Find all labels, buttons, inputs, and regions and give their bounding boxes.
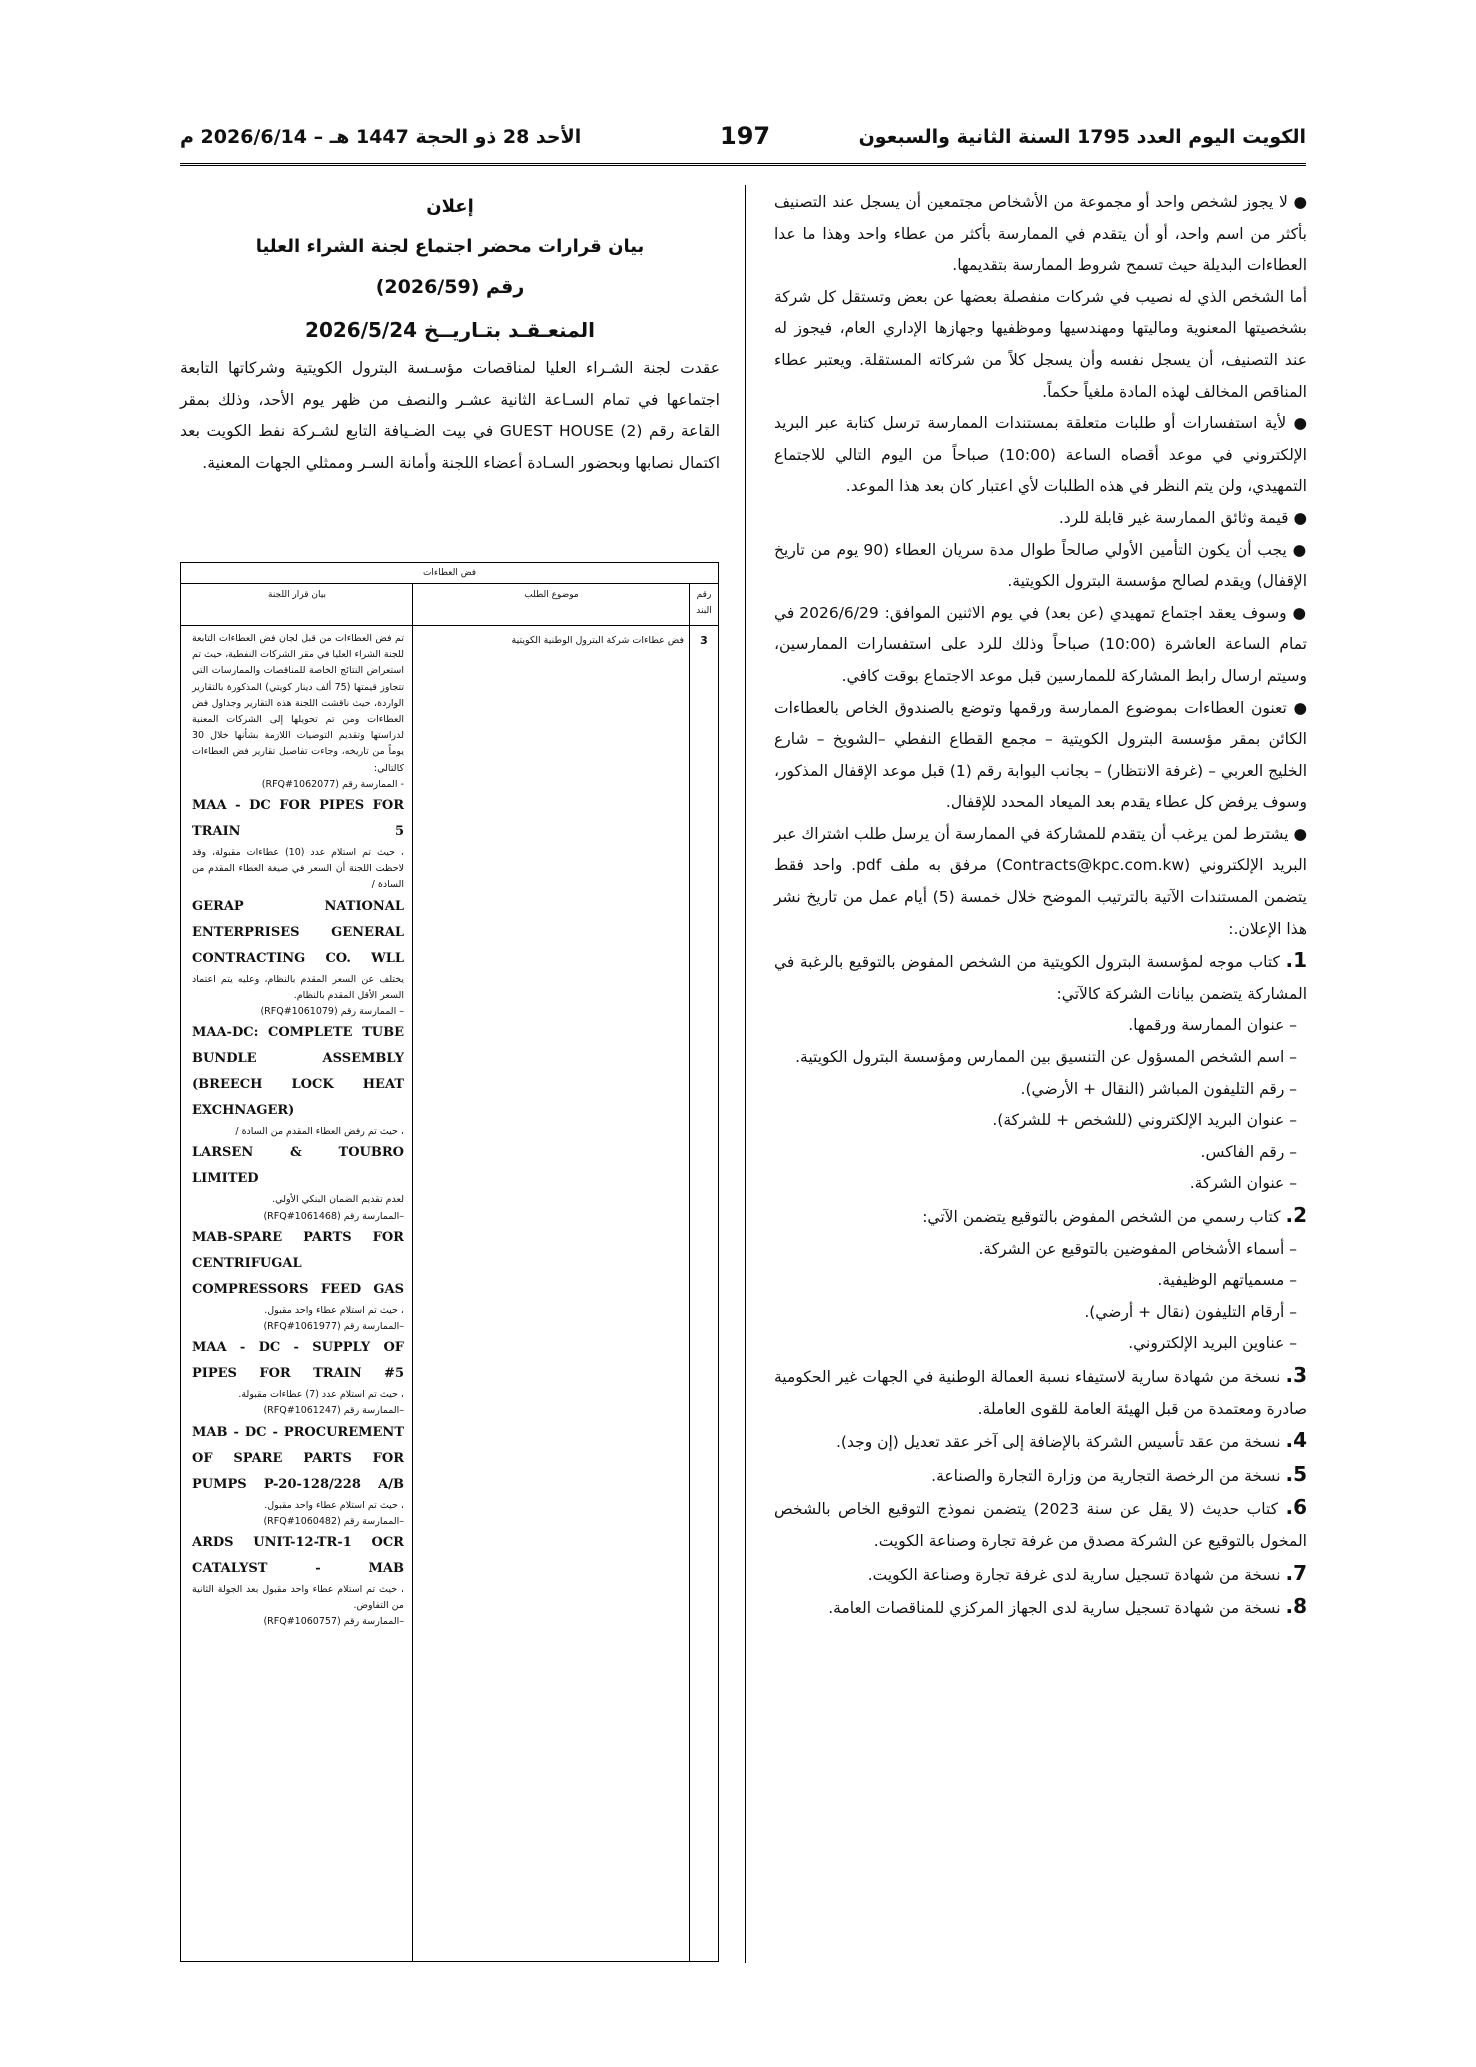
page-header [180,118,1306,158]
tender-text: يختلف عن السعر المقدم بالنظام، وعليه يتم اعتماد السعر الأقل المقدم بالنظام. [192,973,404,1001]
item-text: نسخة من شهادة تسجيل سارية لدى الجهاز المركزي للمناقصات العامة. [828,1599,1281,1618]
tender-text: ، حيث تم استلام عدد (10) عطاءات مقبولة، وقد لاحظت اللجنة أن السعر في صيغة العطاء المقدم من السادة / [192,847,404,891]
announcement-date: المنعـقـد بتـاريــخ 2026/5/24 [305,318,595,342]
sub-item: – أسماء الأشخاص المفوضين بالتوقيع عن الشركة. [978,1239,1297,1258]
item-text: كتاب رسمي من الشخص المفوض بالتوقيع يتضمن الآتي: [922,1208,1281,1226]
sub-item: – عنوان البريد الإلكتروني (للشخص + للشركة). [992,1111,1297,1130]
decision-intro: تم فض العطاءات من قبل لجان فض العطاءات التابعة للجنة الشراء العليا في مقر الشركات النفطية، حيث تم استعراض النتائج الخاصة للمناقصات والممارسات التي تتجاوز قيمتها (75 ألف دينار كويتي) المذكورة بالتقارير الواردة، حيث ناقشت اللجنة هذه التقارير وجداول فض العطاءات ومن تم تحويلها إلى الشركات المعنية لدراستها وتقديم التوصيات اللازمة بشأنها خلال 30 يوماً من تاريخه، وجاءت تفاصيل تقارير فض العطاءات كالتالي: [192,633,404,774]
tender-text: ، حيث تم استلام عطاء واحد مقبول. [264,1499,404,1511]
tender-title: ARDS UNIT-12-TR-1 OCR CATALYST - MAB [192,1535,404,1577]
numbered-item [774,1492,1307,1557]
tender-label: - الممارسة رقم (RFQ#1062077) [261,778,404,790]
item-number: 2. [1285,1203,1307,1227]
numbered-item [774,1459,1307,1493]
sub-item: – عنوان الشركة. [1189,1174,1297,1193]
announcement-subtitle: بيان قرارات محضر اجتماع لجنة الشراء العليا [255,236,645,257]
tender-label: –الممارسة رقم (RFQ#1061247) [263,1405,404,1417]
header-subject: موضوع الطلب [524,590,579,600]
left-column [180,187,720,479]
sub-item: – أرقام التليفون (نقال + أرضي). [1084,1302,1297,1321]
tender-label: –الممارسة رقم (RFQ#1061977) [263,1321,404,1333]
tender-text: لعدم تقديم الضمان البنكي الأولي. [272,1194,404,1206]
header-rule [180,163,1306,166]
paragraph: ● وسوف يعقد اجتماع تمهيدي (عن بعد) في يوم الاثنين الموافق: 2026/6/29 في تمام الساعة العاشرة (10:00) صباحاً وذلك للرد على استفسارات الممارسين، وسيتم ارسال رابط المشاركة للممارسين قبل موعد الاجتماع بوقت كافي. [774,603,1307,685]
company-name: GERAP NATIONAL ENTERPRISES GENERAL CONTRACTING CO. WLL [192,898,404,966]
numbered-item [774,1200,1307,1234]
row-number: 3 [700,634,708,647]
numbered-item [774,1425,1307,1459]
tender-title: MAA-DC: COMPLETE TUBE BUNDLE ASSEMBLY (BREECH LOCK HEAT EXCHNAGER) [192,1025,404,1119]
row-decision [192,631,404,1631]
item-number: 3. [1285,1362,1307,1387]
tender-label: –الممارسة رقم (RFQ#1061468) [263,1210,404,1222]
item-text: نسخة من شهادة سارية لاستيفاء نسبة العمالة الوطنية في الجهات غير الحكومية صادرة ومعتمدة من قبل الهيئة العامة للقوى العاملة. [774,1367,1307,1418]
right-column [774,187,1307,1625]
numbered-item [774,1558,1307,1592]
paragraph: ● قيمة وثائق الممارسة غير قابلة للرد. [1058,508,1307,527]
column-divider [745,185,746,1963]
column-divider [689,583,690,1961]
sub-item: – رقم الفاكس. [1200,1142,1297,1161]
item-text: كتاب موجه لمؤسسة البترول الكويتية من الشخص المفوض بالتوقيع بالرغبة في المشاركة يتضمن بيانات الشركة كالآتي: [774,953,1307,1003]
item-number: 4. [1285,1428,1307,1453]
sub-item: – عناوين البريد الإلكتروني. [1128,1334,1297,1353]
item-number: 7. [1285,1560,1307,1585]
item-text: نسخة من شهادة تسجيل سارية لدى غرفة تجارة وصناعة الكويت. [867,1565,1281,1584]
item-number: 6. [1285,1495,1307,1520]
column-divider [412,583,413,1961]
announcement-number: رقم (2026/59) [375,276,525,298]
tender-title: MAB-SPARE PARTS FOR CENTRIFUGAL COMPRESSORS FEED GAS [192,1229,404,1297]
announcement-body: عقدت لجنة الشـراء العليا لمناقصات مؤسـسة البترول الكويتية وشركاتها التابعة اجتماعها في تمام السـاعة الثانية عشـر والنصف من ظهر يوم الأحد، وذلك بمقر القاعة رقم (2) GUEST HOUSE في بيت الضـيافة التابع لشـركة نفط الكويت بعد اكتمال نصابها وبحضور السـادة أعضاء اللجنة وأمانة السـر وممثلي الجهات المعنية. [180,359,721,472]
tender-text: ، حيث تم رفض العطاء المقدم من السادة / [235,1126,404,1138]
sub-item: – اسم الشخص المسؤول عن التنسيق بين الممارس ومؤسسة البترول الكويتية. [795,1048,1297,1067]
paragraph: ● لا يجوز لشخص واحد أو مجموعة من الأشخاص مجتمعين أن يسجل عند التصنيف بأكثر من اسم واحد، أو أن يتقدم في الممارسة بأكثر من عطاء واحد وهذا ما عدا العطاءات البديلة حيث تسمح شروط الممارسة بتقديمها. [774,193,1307,275]
header-item-number: رقم البند [696,590,712,616]
tender-text: ، حيث تم استلام عدد (7) عطاءات مقبولة. [238,1389,404,1401]
company-name: LARSEN & TOUBRO LIMITED [192,1145,404,1187]
bids-table [180,562,719,1962]
sub-item: – رقم التليفون المباشر (النقال + الأرضي). [1020,1079,1297,1098]
tender-label: –الممارسة رقم (RFQ#1060757) [263,1616,404,1628]
paragraph: ● يشترط لمن يرغب أن يتقدم للمشاركة في الممارسة أن يرسل طلب اشتراك عبر البريد الإلكتروني (Contracts@kpc.com.kw) مرفق به ملف pdf. واحد فقط يتضمن المستندات الآتية بالترتيب الموضح خلال خمسة (5) أيام عمل من تاريخ نشر هذا الإعلان.: [774,824,1307,938]
sub-item: – مسمياتهم الوظيفية. [1157,1271,1297,1290]
item-text: كتاب حديث (لا يقل عن سنة 2023) يتضمن نموذج التوقيع الخاص بالشخص المخول بالتوقيع عن الشركة مصدق من غرفة تجارة وصناعة الكويت. [774,1500,1307,1550]
page-number: 197 [720,122,771,150]
numbered-item [774,1591,1307,1625]
issue-date: الأحد 28 ذو الحجة 1447 هـ – 2026/6/14 م [180,126,582,148]
paragraph: ● يجب أن يكون التأمين الأولي صالحاً طوال مدة سريان العطاء (90 يوم من تاريخ الإقفال) ويقدم لصالح مؤسسة البترول الكويتية. [774,540,1307,591]
header-decision: بيان قرار اللجنة [268,590,326,600]
item-text: نسخة من الرخصة التجارية من وزارة التجارة والصناعة. [931,1466,1281,1485]
gazette-issue-info: الكويت اليوم العدد 1795 السنة الثانية والسبعون [858,126,1306,148]
numbered-item [774,1360,1307,1425]
item-number: 5. [1285,1461,1307,1486]
item-number: 1. [1285,948,1307,973]
item-text: نسخة من عقد تأسيس الشركة بالإضافة إلى آخر عقد تعديل (إن وجد). [836,1433,1281,1452]
tender-title: MAB - DC - PROCUREMENT OF SPARE PARTS FOR PUMPS P-20-128/228 A/B [192,1424,404,1492]
header-divider [181,625,718,626]
tender-text: ، حيث تم استلام عطاء واحد مقبول بعد الجولة الثانية من التفاوض. [192,1584,404,1612]
item-number: 8. [1285,1594,1307,1619]
tender-text: ، حيث تم استلام عطاء واحد مقبول. [264,1304,404,1316]
table-caption: فض العطاءات [181,563,718,584]
sub-item: – عنوان الممارسة ورقمها. [1128,1016,1297,1035]
tender-label: –الممارسة رقم (RFQ#1060482) [263,1515,404,1527]
paragraph: ● تعنون العطاءات بموضوع الممارسة ورقمها وتوضع بالصندوق الخاص بالعطاءات الكائن بمقر مؤسسة البترول الكويتية – مجمع القطاع النفطي –الشويخ – شارع الخليج العربي – (غرفة الانتظار) – بجانب البوابة رقم (1) قبل موعد الإقفال المذكور، وسوف يرفض كل عطاء يقدم بعد الميعاد المحدد للإقفال. [774,698,1308,812]
tender-title: MAA - DC - SUPPLY OF PIPES FOR TRAIN #5 [192,1340,404,1382]
numbered-item [774,945,1307,1010]
tender-label: – الممارسة رقم (RFQ#1061079) [260,1006,404,1018]
row-subject: فض عطاءات شركة البترول الوطنية الكويتية [511,635,684,646]
tender-title: MAA - DC FOR PIPES FOR TRAIN 5 [192,798,404,840]
announcement-title: إعلان [426,196,474,217]
paragraph: ● لأية استفسارات أو طلبات متعلقة بمستندات الممارسة ترسل كتابة عبر البريد الإلكتروني في موعد أقصاه الساعة (10:00) صباحاً من اليوم التالي للاجتماع التمهيدي، ولن يتم النظر في هذه الطلبات لأي اعتبار كان بعد هذا الموعد. [774,414,1307,496]
paragraph: أما الشخص الذي له نصيب في شركات منفصلة بعضها عن بعض وتستقل كل شركة بشخصيتها المعنوية وماليتها ومهندسيها وموظفيها وجهازها الإداري العام، فيجوز له عند التصنيف، أن يسجل نفسه وأن يسجل كلاً من شركاته المستقلة. ويعتبر عطاء المناقص المخالف لهذه المادة ملغياً حكماً. [774,287,1307,401]
